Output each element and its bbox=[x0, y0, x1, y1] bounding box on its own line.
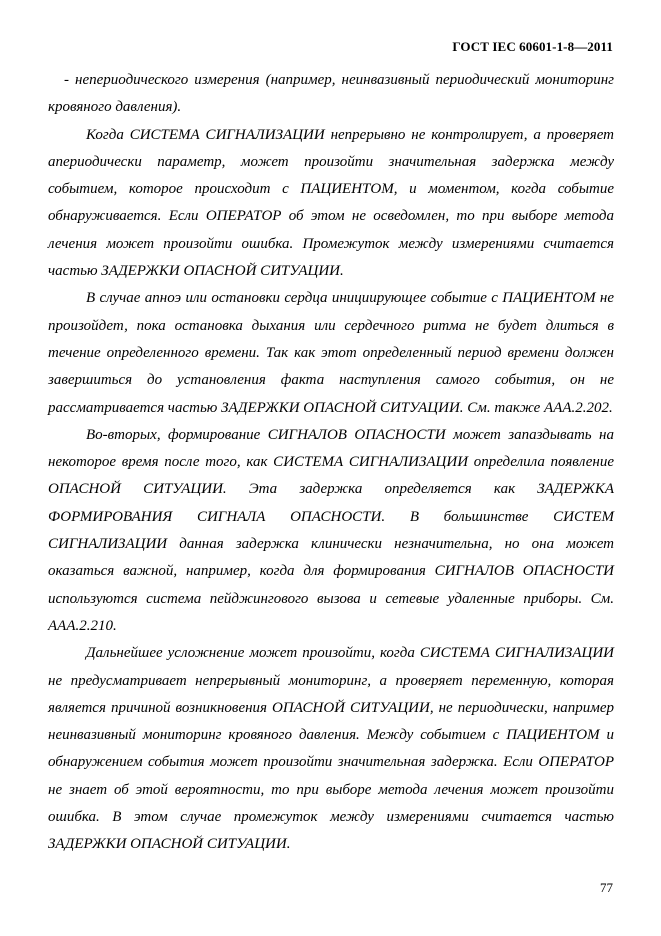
standard-header: ГОСТ IEC 60601-1-8—2011 bbox=[452, 39, 613, 54]
document-body bbox=[48, 67, 614, 859]
paragraph-apnea-cardiac-arrest: В случае апноэ или остановки сердца инициирующее событие с ПАЦИЕНТОМ не произойдет, пока остановка дыхания или сердечного ритма не будет длиться в течение определенного времени. Так как этот определенный период времени должен завершиться до установления факта наступления самого события, он не рассматривается частью ЗАДЕРЖКИ ОПАСНОЙ СИТУАЦИИ. См. также ААА.2.202. bbox=[48, 290, 614, 416]
page-number: 77 bbox=[600, 880, 613, 895]
paragraph-aperiodic-check: Когда СИСТЕМА СИГНАЛИЗАЦИИ непрерывно не контролирует, а проверяет апериодически параметр, может произойти значительная задержка между событием, которое происходит с ПАЦИЕНТОМ, и моментом, когда событие обнаруживается. Если ОПЕРАТОР об этом не осведомлен, то при выборе метода лечения может произойти ошибка. Промежуток между измерениями считается частью ЗАДЕРЖКИ ОПАСНОЙ СИТУАЦИИ. bbox=[48, 126, 614, 280]
paragraph-further-complication: Дальнейшее усложнение может произойти, когда СИСТЕМА СИГНАЛИЗАЦИИ не предусматривает непрерывный мониторинг, а проверяет переменную, которая является причиной возникновения ОПАСНОЙ СИТУАЦИИ, не периодически, например неинвазивный мониторинг кровяного давления. Между событием с ПАЦИЕНТОМ и обнаружением события может произойти значительная задержка. Если ОПЕРАТОР не знает об этой вероятности, то при выборе метода лечения может произойти ошибка. В этом случае промежуток между измерениями считается частью ЗАДЕРЖКИ ОПАСНОЙ СИТУАЦИИ. bbox=[48, 645, 614, 853]
paragraph-list-item-continuation: - непериодического измерения (например, неинвазивный периодический мониторинг кровяного давления). bbox=[48, 72, 614, 116]
paragraph-alarm-signal-delay: Во-вторых, формирование СИГНАЛОВ ОПАСНОСТИ может запаздывать на некоторое время после того, как СИСТЕМА СИГНАЛИЗАЦИИ определила появление ОПАСНОЙ СИТУАЦИИ. Эта задержка определяется как ЗАДЕРЖКА ФОРМИРОВАНИЯ СИГНАЛА ОПАСНОСТИ. В большинстве СИСТЕМ СИГНАЛИЗАЦИИ данная задержка клинически незначительна, но она может оказаться важной, например, когда для формирования СИГНАЛОВ ОПАСНОСТИ используются система пейджингового вызова и сетевые удаленные приборы. См. ААА.2.210. bbox=[48, 426, 614, 634]
